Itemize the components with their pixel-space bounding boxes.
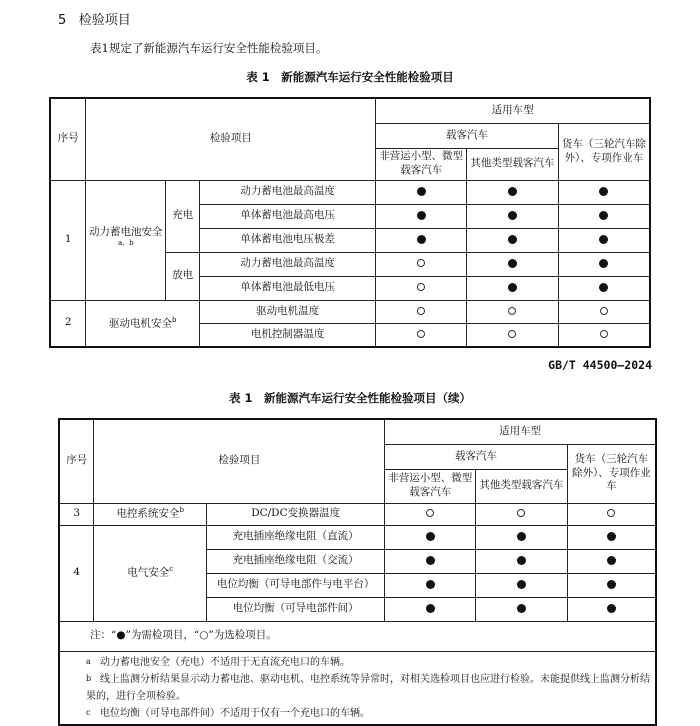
standard-number: GB/T 44500—2024	[548, 358, 652, 372]
footnote-mark: b	[86, 673, 92, 683]
mark-cell	[385, 503, 476, 525]
sub-label-cell: 充电	[166, 180, 200, 252]
item-cell: DC/DC变换器温度	[206, 503, 384, 525]
filled-circle-icon	[426, 580, 435, 589]
mark-cell	[558, 204, 650, 228]
mark-cell	[558, 323, 650, 347]
mark-cell	[376, 300, 467, 323]
mark-cell	[567, 549, 656, 573]
mark-cell	[567, 503, 656, 525]
mark-cell	[476, 549, 568, 573]
hollow-circle-icon	[426, 509, 434, 517]
filled-circle-icon	[508, 187, 517, 196]
sub-label-cell: 放电	[166, 252, 200, 300]
filled-circle-icon	[517, 556, 526, 565]
footnote-mark: a	[86, 656, 91, 666]
filled-circle-icon	[599, 187, 608, 196]
table2-caption: 表 1 新能源汽车运行安全性能检验项目（续）	[228, 391, 471, 405]
mark-cell	[558, 276, 650, 300]
mark-cell	[558, 252, 650, 276]
item-cell: 电位均衡（可导电部件间）	[206, 597, 384, 621]
mark-cell	[376, 276, 467, 300]
mark-cell	[385, 525, 476, 549]
header-seq: 序号	[59, 419, 94, 503]
item-cell: 单体蓄电池电压极差	[200, 228, 376, 252]
mark-cell	[467, 276, 559, 300]
header-col3: 货车（三轮汽车除外）、专项作业车	[558, 123, 650, 180]
header-col1: 非营运小型、微型载客汽车	[385, 469, 476, 503]
hollow-circle-icon	[607, 509, 615, 517]
filled-circle-icon	[607, 604, 616, 613]
section-heading	[58, 9, 131, 28]
mark-cell	[567, 573, 656, 597]
filled-circle-icon	[426, 532, 435, 541]
section-number: 5	[58, 13, 67, 28]
mark-cell	[476, 503, 568, 525]
filled-circle-icon	[599, 235, 608, 244]
header-col3: 货车（三轮汽车除外）、专项作业车	[567, 444, 656, 503]
mark-cell	[558, 180, 650, 204]
mark-cell	[558, 228, 650, 252]
footnotes	[59, 651, 656, 725]
header-passenger: 载客汽车	[385, 444, 567, 469]
hollow-circle-icon	[600, 307, 608, 315]
item-cell: 充电插座绝缘电阻（直流）	[206, 525, 384, 549]
header-col2: 其他类型载客汽车	[467, 148, 559, 180]
mark-cell	[567, 525, 656, 549]
header-item: 检验项目	[86, 98, 376, 180]
item-cell: 单体蓄电池最高电压	[200, 204, 376, 228]
header-applicable: 适用车型	[376, 98, 650, 123]
hollow-circle-icon	[417, 330, 425, 338]
filled-circle-icon	[417, 235, 426, 244]
filled-circle-icon	[508, 211, 517, 220]
hollow-circle-icon	[508, 307, 516, 315]
header-col2: 其他类型载客汽车	[476, 469, 568, 503]
header-col1: 非营运小型、微型载客汽车	[376, 148, 467, 180]
item-cell: 动力蓄电池最高温度	[200, 180, 376, 204]
mark-cell	[376, 204, 467, 228]
mark-cell	[476, 525, 568, 549]
filled-circle-icon	[517, 532, 526, 541]
header-applicable: 适用车型	[385, 419, 656, 444]
table1	[49, 97, 651, 348]
table-note: 注：“●”为需检项目，“○”为选检项目。	[59, 621, 656, 651]
hollow-circle-icon	[417, 259, 425, 267]
mark-cell	[467, 228, 559, 252]
filled-circle-icon	[607, 532, 616, 541]
mark-cell	[567, 597, 656, 621]
mark-cell	[376, 252, 467, 276]
mark-cell	[476, 597, 568, 621]
filled-circle-icon	[508, 235, 517, 244]
filled-circle-icon	[599, 259, 608, 268]
filled-circle-icon	[599, 283, 608, 292]
mark-cell	[376, 228, 467, 252]
group-name-cell: 电气安全$^c$	[94, 525, 207, 621]
seq-cell: 3	[59, 503, 94, 525]
item-cell: 电位均衡（可导电部件与电平台）	[206, 573, 384, 597]
table1-caption: 表 1 新能源汽车运行安全性能检验项目	[246, 70, 454, 84]
intro-text: 表1规定了新能源汽车运行安全性能检验项目。	[90, 41, 328, 55]
filled-circle-icon	[426, 556, 435, 565]
mark-cell	[385, 597, 476, 621]
group-name-cell: 动力蓄电池安全$^{a、b}$	[86, 180, 166, 300]
item-cell: 驱动电机温度	[200, 300, 376, 323]
section-title: 检验项目	[78, 13, 131, 28]
mark-cell	[467, 323, 559, 347]
seq-cell: 1	[50, 180, 86, 300]
seq-cell: 2	[50, 300, 86, 347]
mark-cell	[385, 573, 476, 597]
footnote-mark: c	[86, 707, 91, 717]
filled-circle-icon	[607, 556, 616, 565]
group-name-cell: 驱动电机安全$^b$	[86, 300, 200, 347]
hollow-circle-icon	[417, 307, 425, 315]
header-passenger: 载客汽车	[376, 123, 558, 148]
filled-circle-icon	[426, 604, 435, 613]
mark-cell	[558, 300, 650, 323]
mark-cell	[476, 573, 568, 597]
footnote-text: 动力蓄电池安全（充电）不适用于无直流充电口的车辆。	[100, 656, 350, 668]
seq-cell: 4	[59, 525, 94, 621]
footnote-text: 电位均衡（可导电部件间）不适用于仅有一个充电口的车辆。	[100, 707, 370, 719]
hollow-circle-icon	[508, 330, 516, 338]
mark-cell	[385, 549, 476, 573]
filled-circle-icon	[517, 604, 526, 613]
header-item: 检验项目	[94, 419, 385, 503]
item-cell: 单体蓄电池最低电压	[200, 276, 376, 300]
filled-circle-icon	[508, 283, 517, 292]
mark-cell	[467, 300, 559, 323]
mark-cell	[467, 204, 559, 228]
filled-circle-icon	[417, 187, 426, 196]
mark-cell	[376, 180, 467, 204]
filled-circle-icon	[599, 211, 608, 220]
header-seq: 序号	[50, 98, 86, 180]
hollow-circle-icon	[417, 283, 425, 291]
filled-circle-icon	[607, 580, 616, 589]
mark-cell	[467, 180, 559, 204]
item-cell: 电机控制器温度	[200, 323, 376, 347]
item-cell: 充电插座绝缘电阻（交流）	[206, 549, 384, 573]
mark-cell	[467, 252, 559, 276]
filled-circle-icon	[508, 259, 517, 268]
hollow-circle-icon	[600, 330, 608, 338]
hollow-circle-icon	[517, 509, 525, 517]
group-name-cell: 电控系统安全$^b$	[94, 503, 207, 525]
filled-circle-icon	[417, 211, 426, 220]
item-cell: 动力蓄电池最高温度	[200, 252, 376, 276]
mark-cell	[376, 323, 467, 347]
filled-circle-icon	[517, 580, 526, 589]
footnote-text: 线上监测分析结果显示动力蓄电池、驱动电机、电控系统等异常时，对相关选检项目也应进行检验。未能提供线上监测分析结果的，进行全项检验。	[86, 673, 650, 702]
table2	[58, 418, 657, 726]
